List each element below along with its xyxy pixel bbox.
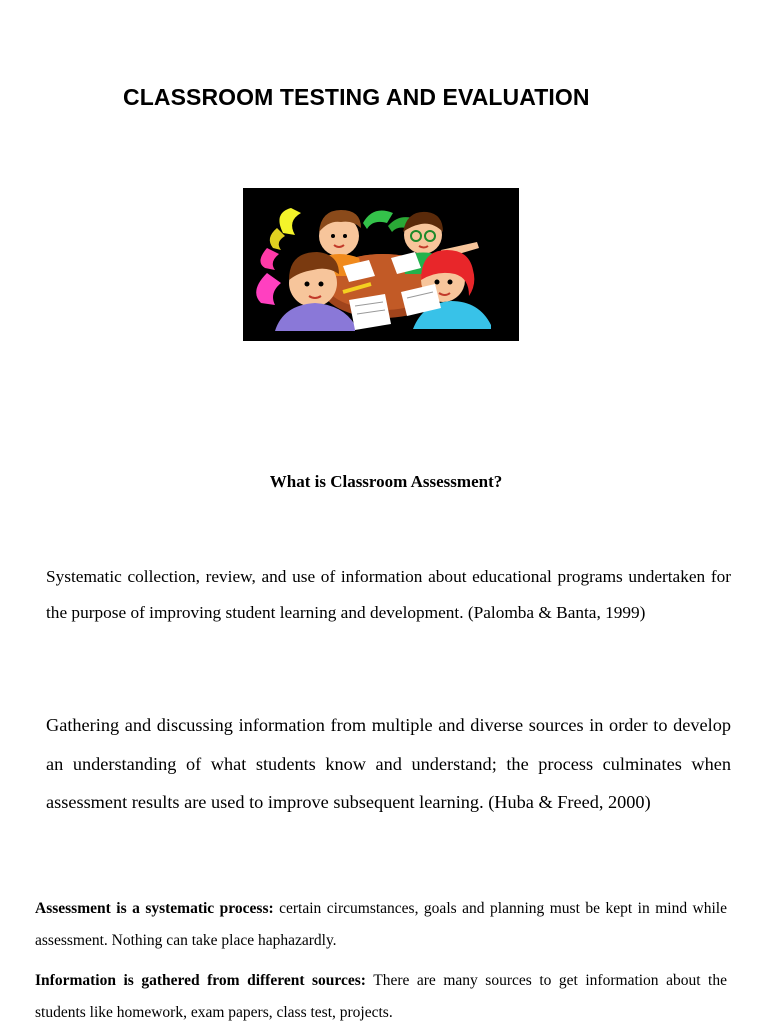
point-description: certain circumstances, goals and planning must be kept in mind while assessment. Nothing can take place haphazardly. (35, 900, 727, 949)
point-term: Information is gathered from different sources: (35, 972, 366, 989)
children-studying-icon (243, 188, 519, 341)
definition-paragraph-palomba: Systematic collection, review, and use of information about educational programs undertaken for the purpose of improving student learning and development. (Palomba & Banta, 1999) (46, 567, 731, 622)
point-systematic-process (35, 893, 727, 957)
point-term: Assessment is a systematic process: (35, 900, 274, 917)
definition-paragraph-huba: Gathering and discussing information from multiple and diverse sources in order to develop an understanding of what students know and understand; the process culminates when assessment results are used to improve subsequent learning. (Huba & Freed, 2000) (46, 715, 731, 812)
section-heading: What is Classroom Assessment? (269, 472, 503, 491)
children-studying-illustration (243, 188, 519, 341)
document-title: CLASSROOM TESTING AND EVALUATION (123, 84, 590, 110)
point-different-sources (35, 965, 727, 1024)
point-description: There are many sources to get information about the students like homework, exam papers, class test, projects. (35, 972, 727, 1021)
